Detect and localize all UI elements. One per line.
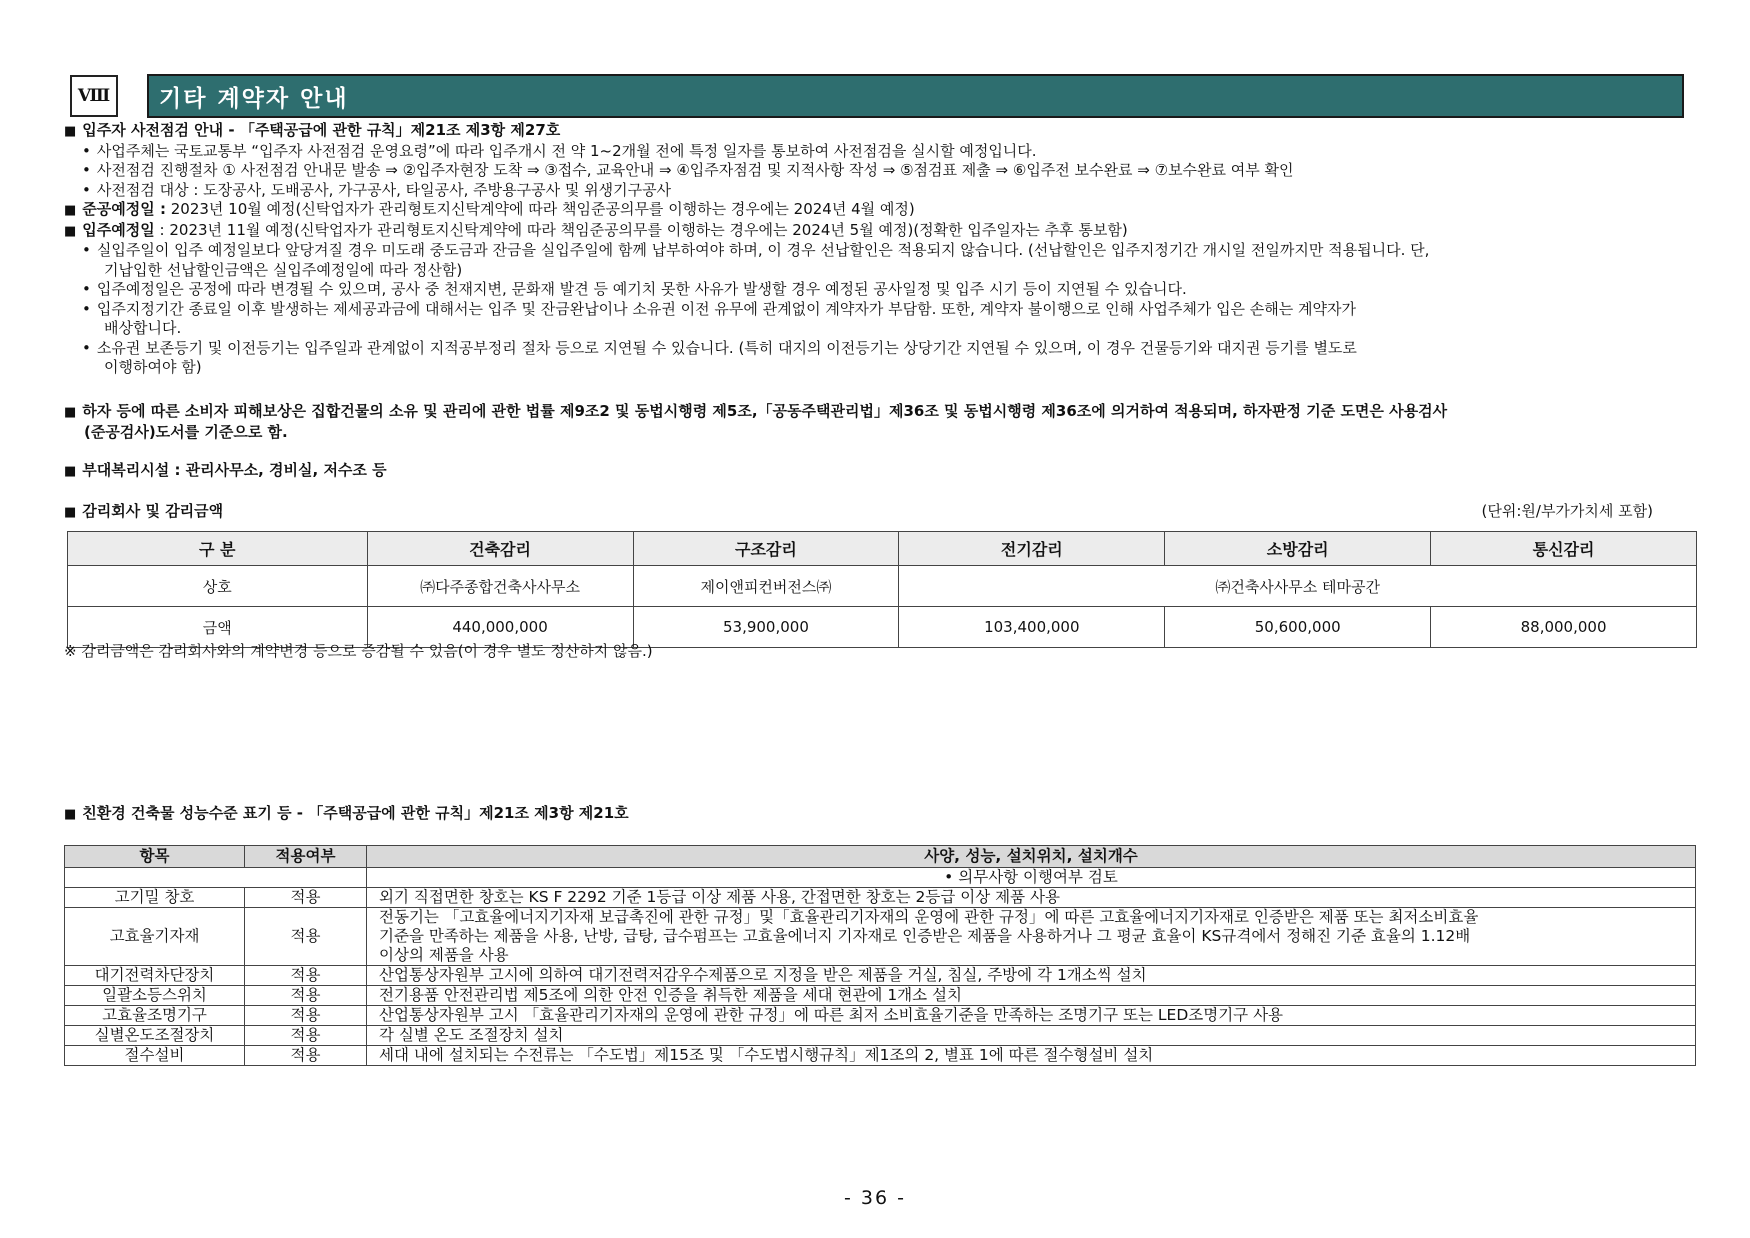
eco-spec-line: 외기 직접면한 창호는 KS F 2292 기준 1등급 이상 제품 사용, 간접면한 창호는 2등급 이상 제품 사용: [379, 888, 1060, 906]
table-header: 구 분: [68, 532, 368, 566]
eco-apply: 적용: [245, 986, 367, 1006]
square-bullet-icon: ■: [64, 405, 77, 420]
square-bullet-icon: ■: [64, 124, 77, 139]
eco-spec: [367, 1026, 1696, 1046]
square-bullet-icon: ■: [64, 203, 77, 218]
table-cell: 440,000,000: [367, 607, 633, 648]
defect-text-cont: (준공검사)도서를 기준으로 함.: [84, 422, 288, 441]
table-header: 적용여부: [245, 846, 367, 868]
eco-item: 대기전력차단장치: [65, 966, 245, 986]
eco-apply: 적용: [245, 1026, 367, 1046]
completion-label: 준공예정일 :: [82, 200, 166, 218]
table-cell: 제이앤피컨버전스㈜: [633, 566, 899, 607]
supervision-title: 감리회사 및 감리금액: [82, 502, 224, 520]
eco-spec: [367, 1006, 1696, 1026]
table-row: [65, 1006, 1696, 1026]
square-bullet-icon: ■: [64, 807, 77, 822]
eco-item: 절수설비: [65, 1046, 245, 1066]
pre-inspection-item: 사전점검 진행절차 ① 사전점검 안내문 발송 ⇒ ②입주자현장 도착 ⇒ ③접수, 교육안내 ⇒ ④입주자점검 및 지적사항 작성 ⇒ ⑤점검표 제출 ⇒ ⑥입주전 보수완료 ⇒ ⑦보수완료 여부 확인: [96, 161, 1294, 179]
table-header: 소방감리: [1165, 532, 1431, 566]
square-bullet-icon: ■: [64, 223, 77, 239]
table-header: 구조감리: [633, 532, 899, 566]
table-row: [65, 966, 1696, 986]
defect-block: [64, 402, 1694, 442]
table-cell: 103,400,000: [899, 607, 1165, 648]
eco-spec-line: 기준을 만족하는 제품을 사용, 난방, 급탕, 급수펌프는 고효율에너지 기자재로 인증받은 제품을 사용하거나 그 평균 효율이 KS규격에서 정해진 기준 효율의 1.12배: [379, 927, 1471, 945]
eco-spec: [367, 966, 1696, 986]
bullet-icon: •: [82, 338, 91, 357]
table-header-row: [68, 532, 1697, 566]
eco-item: 고효율조명기구: [65, 1006, 245, 1026]
bullet-icon: •: [82, 280, 91, 298]
table-subheader: • 의무사항 이행여부 검토: [367, 868, 1696, 888]
table-row: [68, 566, 1697, 607]
facilities-text: 부대복리시설 : 관리사무소, 경비실, 저수조 등: [82, 461, 387, 479]
table-cell-empty: [65, 868, 367, 888]
eco-spec-line: 각 실별 온도 조절장치 설치: [379, 1026, 564, 1044]
page-number: - 36 -: [844, 1187, 906, 1209]
pre-inspection-title: 입주자 사전점검 안내 - 「주택공급에 관한 규칙」제21조 제3항 제27호: [82, 121, 561, 139]
bullet-icon: •: [82, 141, 91, 160]
table-subheader-row: [65, 868, 1696, 888]
eco-spec-line: 이상의 제품을 사용: [379, 946, 509, 964]
eco-apply: 적용: [245, 908, 367, 966]
table-row: [65, 1026, 1696, 1046]
table-row: [65, 908, 1696, 966]
movein-item-cont: 이행하여야 함): [104, 358, 202, 376]
eco-item: 실별온도조절장치: [65, 1026, 245, 1046]
pre-inspection-block: [64, 121, 1694, 378]
table-header: 통신감리: [1431, 532, 1697, 566]
movein-item: 실입주일이 입주 예정일보다 앞당겨질 경우 미도래 중도금과 잔금을 실입주일에 함께 납부하여야 하며, 이 경우 선납할인은 적용되지 않습니다. (선납할인은 입주지정기간 개시일 전일까지만 적용됩니다. 단,: [96, 241, 1430, 259]
eco-table: [64, 845, 1696, 1066]
eco-title: 친환경 건축물 성능수준 표기 등 - 「주택공급에 관한 규칙」제21조 제3항 제21호: [82, 804, 629, 822]
table-header: 전기감리: [899, 532, 1165, 566]
eco-spec-line: 세대 내에 설치되는 수전류는 「수도법」제15조 및 「수도법시행규칙」제1조의 2, 별표 1에 따른 절수형설비 설치: [379, 1046, 1154, 1064]
movein-item: 소유권 보존등기 및 이전등기는 입주일과 관계없이 지적공부정리 절차 등으로 지연될 수 있습니다. (특히 대지의 이전등기는 상당기간 지연될 수 있으며, 이 경우 건물등기와 대지권 등기를 별도로: [96, 338, 1357, 357]
section-number: Ⅷ: [70, 75, 118, 117]
supervision-unit: (단위:원/부가가치세 포함): [1481, 502, 1653, 520]
table-header: 사양, 성능, 설치위치, 설치개수: [367, 846, 1696, 868]
bullet-icon: •: [82, 161, 91, 179]
movein-label: 입주예정일: [82, 220, 155, 239]
eco-spec-line: 산업통상자원부 고시에 의하여 대기전력저감우수제품으로 지정을 받은 제품을 거실, 침실, 주방에 각 1개소씩 설치: [379, 966, 1147, 984]
eco-spec: [367, 986, 1696, 1006]
eco-item: 고기밀 창호: [65, 888, 245, 908]
defect-text: 하자 등에 따른 소비자 피해보상은 집합건물의 소유 및 관리에 관한 법률 제9조2 및 동법시행령 제5조,「공동주택관리법」제36조 및 동법시행령 제36조에 의거하여 적용되며, 하자판정 기준 도면은 사용검사: [82, 402, 1448, 420]
eco-spec-line: 전기용품 안전관리법 제5조에 의한 안전 인증을 취득한 제품을 세대 현관에 1개소 설치: [379, 986, 963, 1004]
square-bullet-icon: ■: [64, 464, 77, 479]
table-header: 항목: [65, 846, 245, 868]
eco-apply: 적용: [245, 888, 367, 908]
eco-apply: 적용: [245, 966, 367, 986]
bullet-icon: •: [82, 299, 91, 318]
table-cell: ㈜건축사사무소 테마공간: [899, 566, 1697, 607]
table-cell: ㈜다주종합건축사사무소: [367, 566, 633, 607]
supervision-note: ※ 감리금액은 감리회사와의 계약변경 등으로 증감될 수 있음(이 경우 별도 정산하지 않음.): [64, 642, 653, 660]
row-label: 금액: [68, 607, 368, 648]
pre-inspection-item: 사업주체는 국토교통부 “입주자 사전점검 운영요령”에 따라 입주개시 전 약 1~2개월 전에 특정 일자를 통보하여 사전점검을 실시할 예정입니다.: [96, 141, 1037, 160]
movein-item: 입주지정기간 종료일 이후 발생하는 제세공과금에 대해서는 입주 및 잔금완납이나 소유권 이전 유무에 관계없이 계약자가 부담함. 또한, 계약자 불이행으로 인해 사업주체가 입은 손해는 계약자가: [96, 299, 1357, 318]
table-row: [65, 1046, 1696, 1066]
supervision-title-block: [64, 502, 1694, 523]
movein-item-cont: 기납입한 선납할인금액은 실입주예정일에 따라 정산함): [104, 260, 463, 279]
table-header-row: [65, 846, 1696, 868]
eco-apply: 적용: [245, 1006, 367, 1026]
bullet-icon: •: [82, 241, 91, 259]
table-row: [65, 888, 1696, 908]
supervision-table: [67, 531, 1697, 648]
eco-spec: [367, 908, 1696, 966]
movein-text: : 2023년 11월 예정(신탁업자가 관리형토지신탁계약에 따라 책임준공의무를 이행하는 경우에는 2024년 5월 예정)(정확한 입주일자는 추후 통보함): [159, 220, 1128, 239]
eco-spec-line: 전동기는 「고효율에너지기자재 보급촉진에 관한 규정」및「효율관리기자재의 운영에 관한 규정」에 따른 고효율에너지기자재로 인증받은 제품 또는 최저소비효율: [379, 908, 1479, 926]
table-cell: 88,000,000: [1431, 607, 1697, 648]
section-title: 기타 계약자 안내: [147, 74, 1684, 118]
row-label: 상호: [68, 566, 368, 607]
table-cell: 53,900,000: [633, 607, 899, 648]
facilities-block: [64, 461, 1694, 482]
table-header: 건축감리: [367, 532, 633, 566]
bullet-icon: •: [82, 180, 91, 199]
pre-inspection-item: 사전점검 대상 : 도장공사, 도배공사, 가구공사, 타일공사, 주방용구공사 및 위생기구공사: [96, 180, 672, 199]
eco-spec-line: 산업통상자원부 고시 「효율관리기자재의 운영에 관한 규정」에 따른 최저 소비효율기준을 만족하는 조명기구 또는 LED조명기구 사용: [379, 1006, 1284, 1024]
eco-title-block: [64, 804, 1694, 825]
eco-spec: [367, 888, 1696, 908]
eco-spec: [367, 1046, 1696, 1066]
eco-item: 고효율기자재: [65, 908, 245, 966]
table-cell: 50,600,000: [1165, 607, 1431, 648]
completion-text: 2023년 10월 예정(신탁업자가 관리형토지신탁계약에 따라 책임준공의무를 이행하는 경우에는 2024년 4월 예정): [170, 200, 915, 218]
movein-item: 입주예정일은 공정에 따라 변경될 수 있으며, 공사 중 천재지변, 문화재 발견 등 예기치 못한 사유가 발생할 경우 예정된 공사일정 및 입주 시기 등이 지연될 수 있습니다.: [96, 280, 1187, 298]
eco-item: 일괄소등스위치: [65, 986, 245, 1006]
movein-item-cont: 배상합니다.: [104, 319, 182, 337]
square-bullet-icon: ■: [64, 505, 77, 520]
table-row: [65, 986, 1696, 1006]
eco-apply: 적용: [245, 1046, 367, 1066]
